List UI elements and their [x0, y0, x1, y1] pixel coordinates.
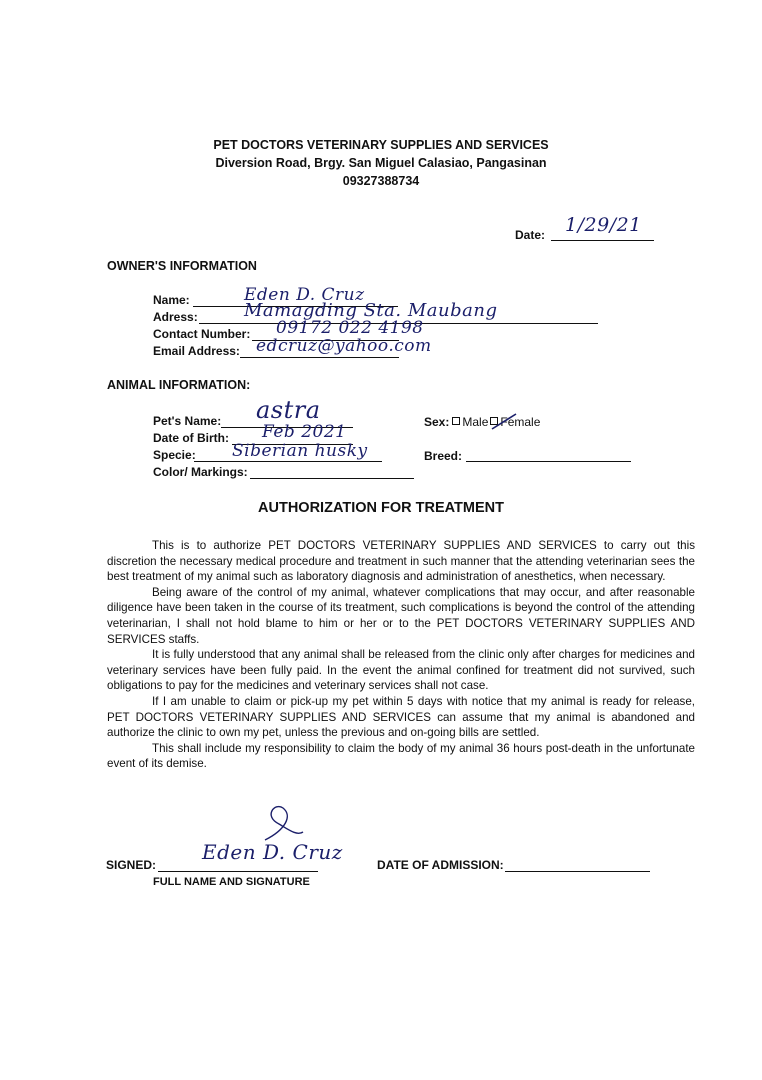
pet-name-label: Pet's Name: — [153, 414, 222, 428]
pet-name-value: astra — [256, 396, 321, 424]
full-name-signature-label: FULL NAME AND SIGNATURE — [153, 876, 310, 888]
owner-heading: OWNER'S INFORMATION — [107, 259, 257, 273]
owner-contact-label: Contact Number: — [153, 327, 251, 341]
signature-line — [158, 871, 318, 872]
admission-line — [505, 871, 650, 872]
clinic-address: Diversion Road, Brgy. San Miguel Calasiao, Pangasinan — [215, 156, 547, 170]
admission-label: DATE OF ADMISSION: — [377, 858, 504, 872]
date-value: 1/29/21 — [565, 214, 642, 236]
specie-label: Specie: — [153, 448, 196, 462]
owner-email-value: edcruz@yahoo.com — [256, 336, 432, 356]
male-label: Male — [462, 415, 489, 429]
breed-line — [466, 461, 631, 462]
authorization-paragraph: This shall include my responsibility to claim the body of my animal 36 hours post-death in the unfortunate event of its demise. — [107, 741, 695, 771]
owner-address-value: Mamagding Sta. Maubang — [244, 300, 498, 321]
authorization-title: AUTHORIZATION FOR TREATMENT — [258, 500, 504, 516]
authorization-paragraph: This is to authorize PET DOCTORS VETERINARY SUPPLIES AND SERVICES to carry out this discretion the necessary medical procedure and treatment in such manner that the attending veterinarian sees the best treatment of my animal such as laboratory diagnosis and administration of anesthetics, when necessary. — [107, 539, 695, 584]
clinic-name: PET DOCTORS VETERINARY SUPPLIES AND SERVICES — [213, 138, 549, 152]
date-line — [551, 240, 654, 241]
authorization-body — [107, 538, 695, 772]
color-markings-label: Color/ Markings: — [153, 465, 248, 479]
specie-line — [194, 461, 382, 462]
sex-label: Sex: — [424, 415, 450, 429]
owner-email-line — [240, 357, 399, 358]
date-label: Date: — [515, 228, 546, 242]
authorization-paragraph: It is fully understood that any animal shall be released from the clinic only after charges for medicines and veterinary services have been fully paid. In the event the animal confined for treatment did not survived, such obligations to pay for the medicines and veterinary services shall not case. — [107, 648, 695, 693]
owner-name-label: Name: — [153, 293, 190, 307]
sex-field — [424, 415, 540, 429]
handwritten-signature: Eden D. Cruz — [202, 840, 343, 864]
animal-heading: ANIMAL INFORMATION: — [107, 378, 251, 392]
owner-name-value: Eden D. Cruz — [244, 285, 365, 305]
specie-value: Siberian husky — [232, 441, 368, 461]
signed-label: SIGNED: — [106, 858, 157, 872]
owner-address-label: Adress: — [153, 310, 198, 324]
clinic-phone: 09327388734 — [342, 174, 420, 188]
color-markings-line — [250, 478, 414, 479]
owner-contact-value: 09172 022 4198 — [276, 318, 424, 338]
owner-email-label: Email Address: — [153, 344, 240, 358]
male-checkbox — [452, 417, 460, 425]
authorization-paragraph: Being aware of the control of my animal, whatever complications that may occur, and after reasonable diligence have been taken in the course of its treatment, such complications is beyond the control of the attending veterinarian, I shall not hold blame to him or her or to the PET DOCTORS VETERINARY SUPPLIES AND SERVICES staffs. — [107, 585, 695, 646]
dob-label: Date of Birth: — [153, 431, 229, 445]
female-check-mark — [490, 410, 520, 432]
authorization-paragraph: If I am unable to claim or pick-up my pet within 5 days with notice that my animal is ready for release, PET DOCTORS VETERINARY SUPPLIES AND SERVICES can assume that my animal is abandoned and authorize the clinic to own my pet, unless the previous and on-going bills are settled. — [107, 694, 695, 740]
female-label: Female — [500, 415, 541, 429]
signature-flourish — [245, 802, 305, 852]
breed-label: Breed: — [424, 449, 463, 463]
dob-value: Feb 2021 — [262, 422, 347, 442]
